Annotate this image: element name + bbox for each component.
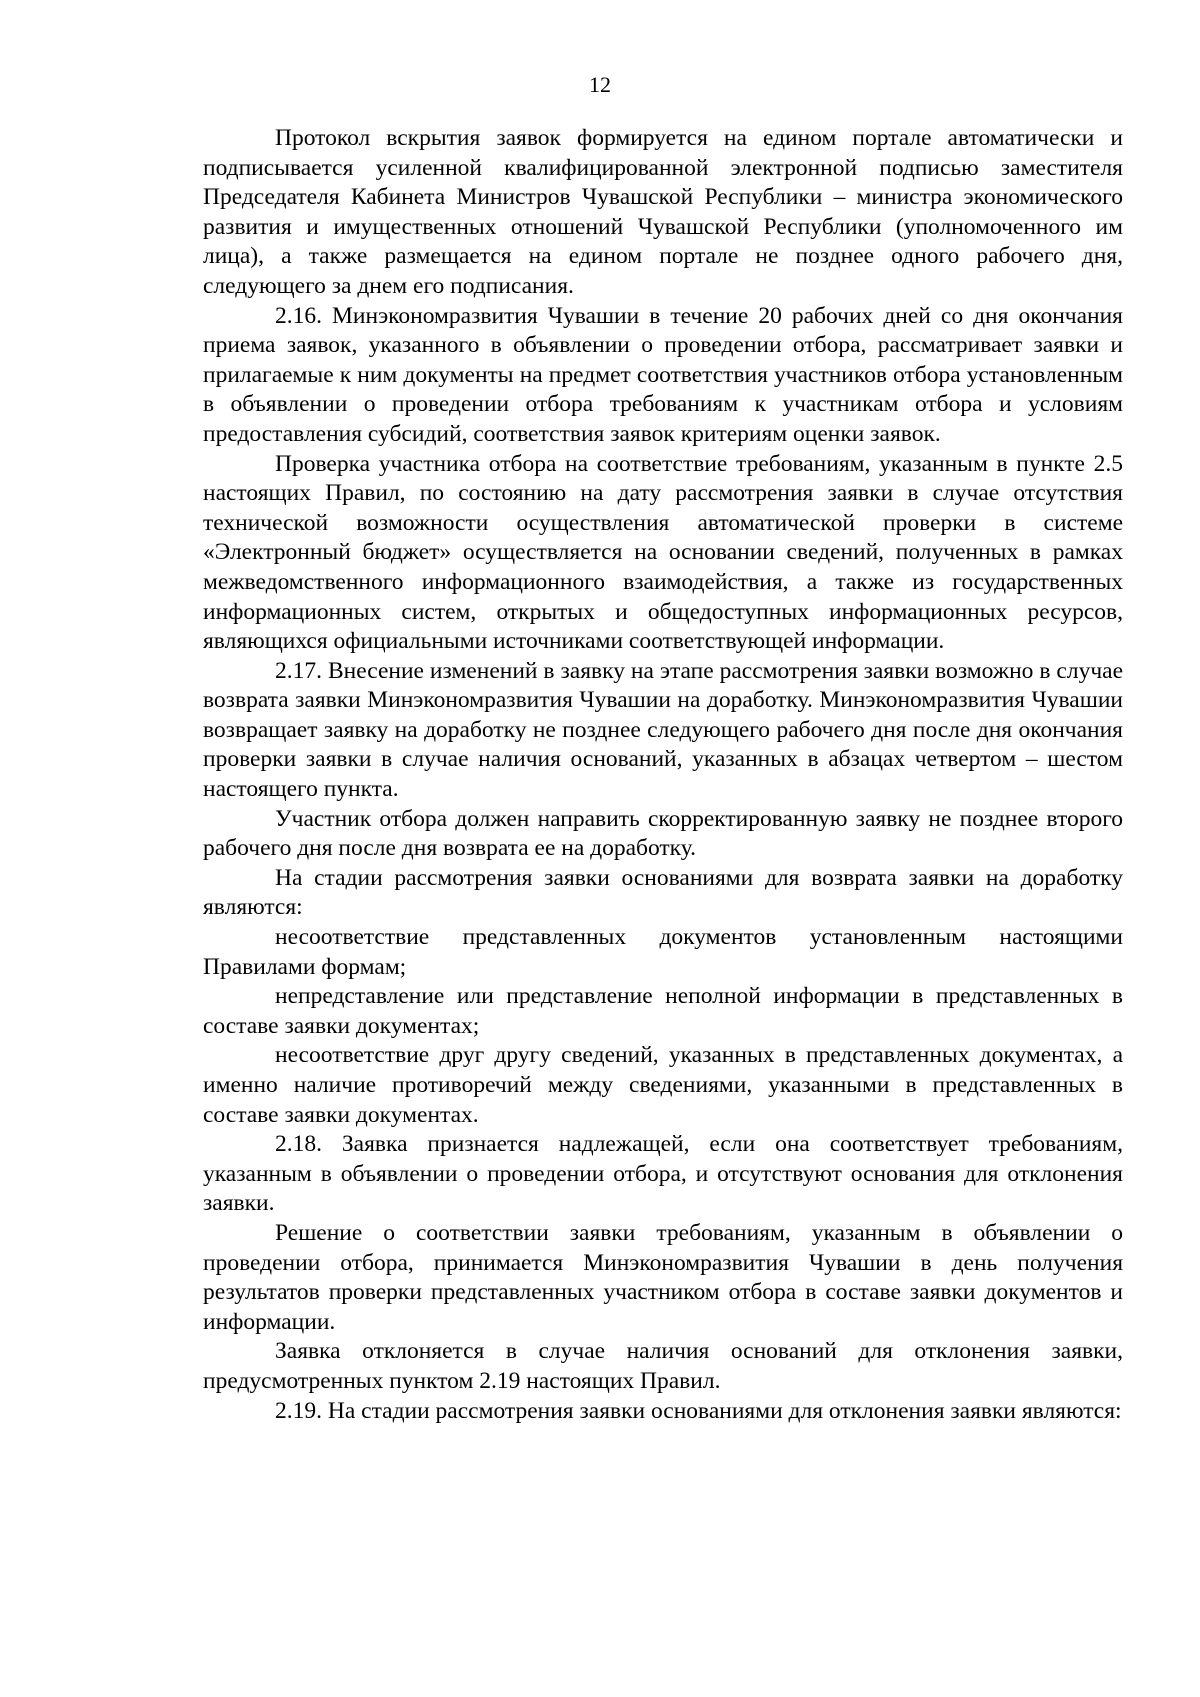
paragraph-rejection: Заявка отклоняется в случае наличия оснований для отклонения заявки, предусмотренных пунктом 2.19 настоящих Правил.	[203, 1338, 1123, 1394]
paragraph-2-19: 2.19. На стадии рассмотрения заявки основаниями для отклонения заявки являются:	[275, 1397, 1122, 1424]
paragraph-return-grounds-intro: На стадии рассмотрения заявки основаниями для возврата заявки на доработку являются:	[203, 864, 1123, 921]
paragraph-protocol-opening: Протокол вскрытия заявок формируется на едином портале автоматически и подписывается усиленной квалифицированной электронной подписью заместителя Председателя Кабинета Министров Чувашской Республики – министра экономического развития и имущественных отношений Чувашской Республики (уполномоченного им лица), а также размещается на едином портале не позднее одного рабочего дня, следующего за днем его подписания.	[203, 125, 1123, 299]
paragraph-2-17: 2.17. Внесение изменений в заявку на этапе рассмотрения заявки возможно в случае возврата заявки Минэкономразвития Чувашии на доработку. Минэкономразвития Чувашии возвращает заявку на доработку не позднее следующего рабочего дня после дня окончания проверки заявки в случае наличия оснований, указанных в абзацах четвертом – шестом настоящего пункта.	[203, 657, 1123, 803]
paragraph-resubmission-deadline: Участник отбора должен направить скорректированную заявку не позднее второго рабочего дня после дня возврата ее на доработку.	[203, 805, 1123, 862]
page-number: 12	[589, 72, 611, 97]
paragraph-participant-check: Проверка участника отбора на соответствие требованиям, указанным в пункте 2.5 настоящих Правил, по состоянию на дату рассмотрения заявки в случае отсутствия технической возможности осуществления автоматической проверки в системе «Электронный бюджет» осуществляется на основании сведений, полученных в рамках межведомственного информационного взаимодействия, а также из государственных информационных систем, открытых и общедоступных информационных ресурсов, являющихся официальными источниками соответствующей информации.	[203, 450, 1123, 655]
paragraph-return-ground-incomplete: непредставление или представление неполной информации в представленных в составе заявки документах;	[203, 983, 1123, 1039]
document-body	[203, 124, 1123, 1426]
paragraph-2-16: 2.16. Минэкономразвития Чувашии в течение 20 рабочих дней со дня окончания приема заявок, указанного в объявлении о проведении отбора, рассматривает заявки и прилагаемые к ним документы на предмет соответствия участников отбора установленным в объявлении о проведении отбора требованиям к участникам отбора и условиям предоставления субсидий, соответствия заявок критериям оценки заявок.	[203, 302, 1123, 447]
paragraph-return-ground-contradictions: несоответствие друг другу сведений, указанных в представленных документах, а именно наличие противоречий между сведениями, указанными в представленных в составе заявки документах.	[203, 1042, 1123, 1128]
paragraph-2-18: 2.18. Заявка признается надлежащей, если она соответствует требованиям, указанным в объявлении о проведении отбора, и отсутствуют основания для отклонения заявки.	[203, 1131, 1123, 1217]
paragraph-decision: Решение о соответствии заявки требованиям, указанным в объявлении о проведении отбора, принимается Минэкономразвития Чувашии в день получения результатов проверки представленных участником отбора в составе заявки документов и информации.	[203, 1219, 1123, 1335]
paragraph-return-ground-forms: несоответствие представленных документов установленным настоящими Правилами формам;	[203, 924, 1123, 980]
